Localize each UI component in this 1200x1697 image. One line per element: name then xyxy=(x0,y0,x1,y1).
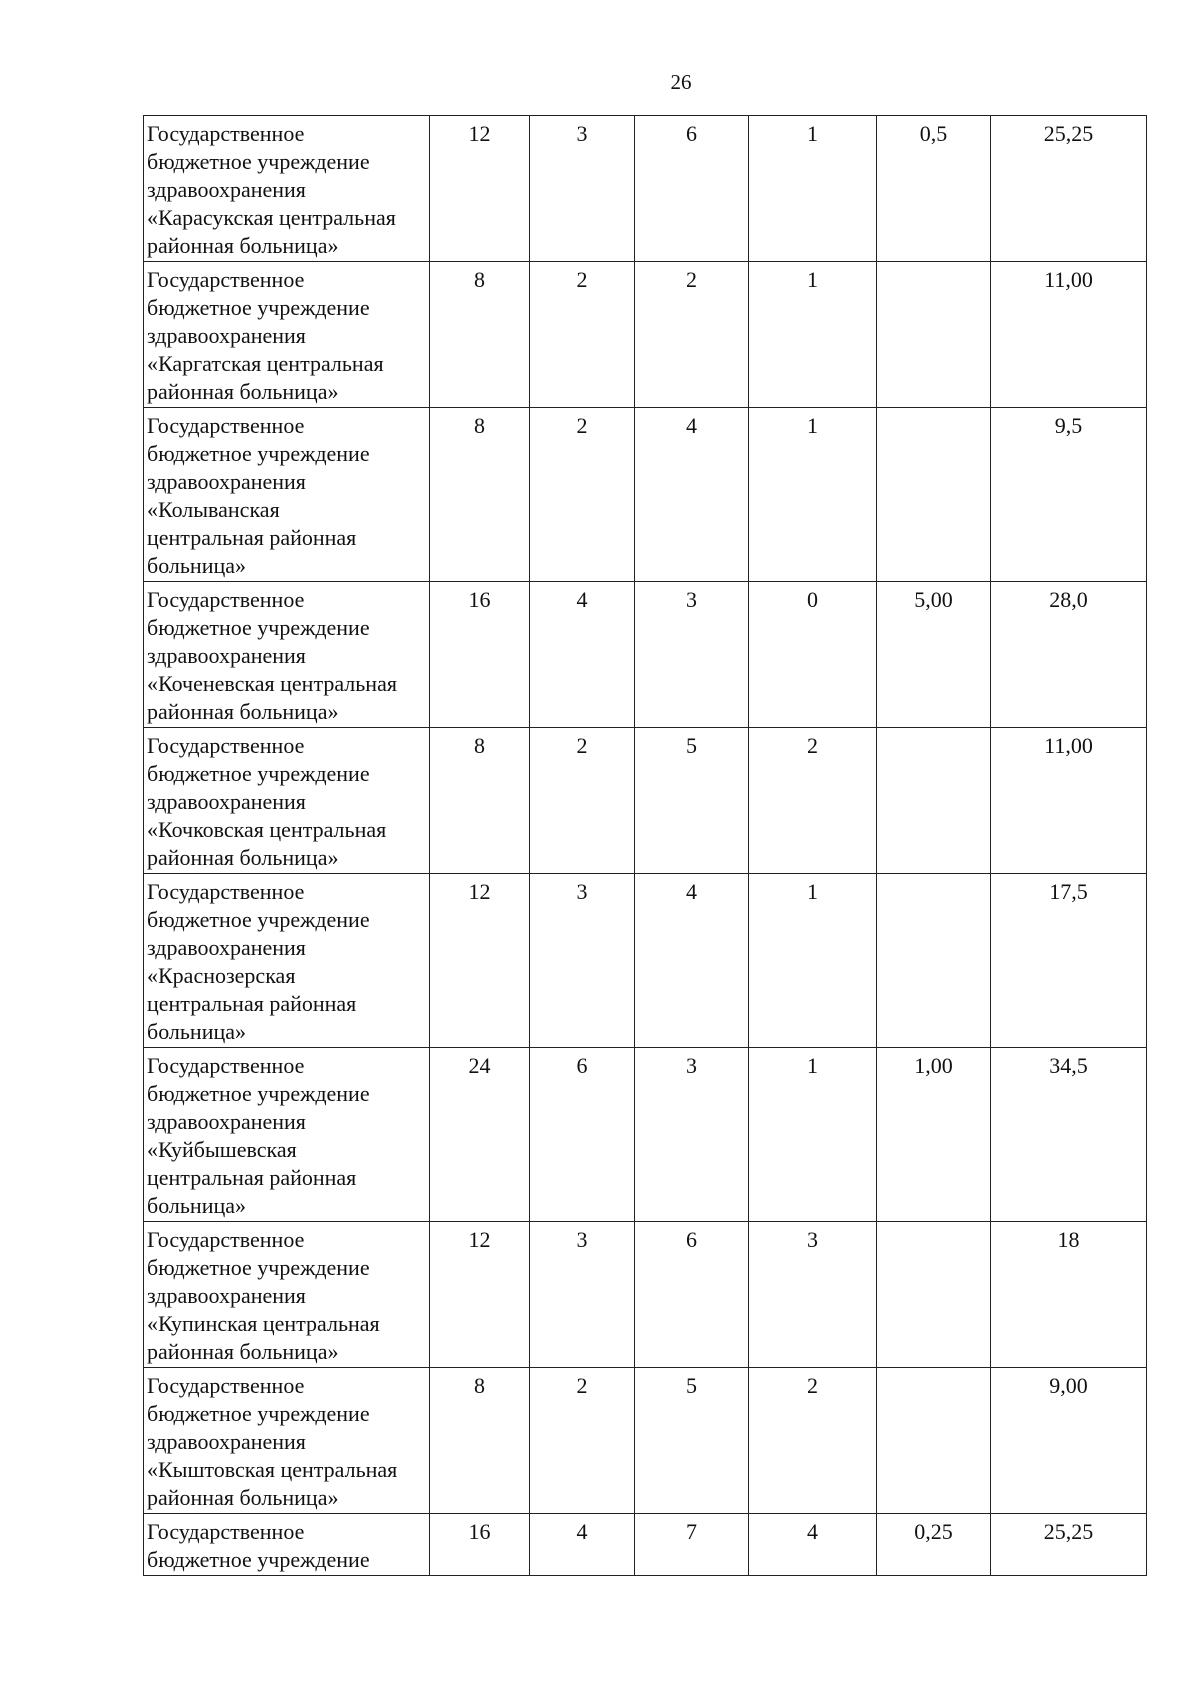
value-cell-1: 16 xyxy=(430,1514,530,1576)
value-cell-4: 2 xyxy=(749,728,877,874)
value-cell-2: 2 xyxy=(530,408,635,582)
value-cell-4: 1 xyxy=(749,408,877,582)
table-row xyxy=(144,728,1147,874)
value-cell-3: 3 xyxy=(635,1048,749,1222)
value-cell-2: 2 xyxy=(530,262,635,408)
table-row xyxy=(144,1222,1147,1368)
total-value-cell: 9,00 xyxy=(991,1368,1147,1514)
value-cell-4: 0 xyxy=(749,582,877,728)
value-cell-2: 3 xyxy=(530,1222,635,1368)
institution-name-cell: Государственное бюджетное учреждение xyxy=(144,1514,430,1576)
table-row xyxy=(144,408,1147,582)
institution-name-cell: Государственное бюджетное учреждение здравоохранения «Краснозерская центральная районная больница» xyxy=(144,874,430,1048)
value-cell-5 xyxy=(877,874,991,1048)
value-cell-4: 4 xyxy=(749,1514,877,1576)
value-cell-5: 0,25 xyxy=(877,1514,991,1576)
value-cell-5 xyxy=(877,728,991,874)
value-cell-1: 12 xyxy=(430,1222,530,1368)
value-cell-2: 4 xyxy=(530,582,635,728)
value-cell-3: 3 xyxy=(635,582,749,728)
value-cell-1: 12 xyxy=(430,874,530,1048)
value-cell-3: 5 xyxy=(635,1368,749,1514)
value-cell-3: 4 xyxy=(635,408,749,582)
value-cell-5: 1,00 xyxy=(877,1048,991,1222)
value-cell-2: 2 xyxy=(530,1368,635,1514)
institution-name-cell: Государственное бюджетное учреждение здравоохранения «Каргатская центральная районная больница» xyxy=(144,262,430,408)
value-cell-1: 12 xyxy=(430,116,530,262)
value-cell-2: 3 xyxy=(530,116,635,262)
value-cell-2: 3 xyxy=(530,874,635,1048)
value-cell-4: 1 xyxy=(749,874,877,1048)
value-cell-5 xyxy=(877,408,991,582)
value-cell-4: 1 xyxy=(749,1048,877,1222)
value-cell-3: 5 xyxy=(635,728,749,874)
value-cell-4: 1 xyxy=(749,262,877,408)
value-cell-3: 2 xyxy=(635,262,749,408)
institution-name-cell: Государственное бюджетное учреждение здравоохранения «Кыштовская центральная районная больница» xyxy=(144,1368,430,1514)
value-cell-1: 8 xyxy=(430,728,530,874)
value-cell-4: 1 xyxy=(749,116,877,262)
table-row xyxy=(144,262,1147,408)
institution-name-cell: Государственное бюджетное учреждение здравоохранения «Колыванская центральная районная больница» xyxy=(144,408,430,582)
value-cell-1: 8 xyxy=(430,262,530,408)
total-value-cell: 28,0 xyxy=(991,582,1147,728)
table-row xyxy=(144,582,1147,728)
value-cell-2: 2 xyxy=(530,728,635,874)
value-cell-5 xyxy=(877,1368,991,1514)
total-value-cell: 34,5 xyxy=(991,1048,1147,1222)
value-cell-1: 16 xyxy=(430,582,530,728)
total-value-cell: 18 xyxy=(991,1222,1147,1368)
value-cell-5 xyxy=(877,1222,991,1368)
total-value-cell: 11,00 xyxy=(991,728,1147,874)
data-table xyxy=(143,115,1147,1576)
value-cell-5: 5,00 xyxy=(877,582,991,728)
value-cell-2: 6 xyxy=(530,1048,635,1222)
value-cell-3: 6 xyxy=(635,1222,749,1368)
value-cell-3: 7 xyxy=(635,1514,749,1576)
total-value-cell: 9,5 xyxy=(991,408,1147,582)
value-cell-3: 6 xyxy=(635,116,749,262)
value-cell-4: 3 xyxy=(749,1222,877,1368)
table-row xyxy=(144,1514,1147,1576)
table-row xyxy=(144,1048,1147,1222)
value-cell-4: 2 xyxy=(749,1368,877,1514)
value-cell-3: 4 xyxy=(635,874,749,1048)
table-row xyxy=(144,1368,1147,1514)
total-value-cell: 25,25 xyxy=(991,1514,1147,1576)
total-value-cell: 25,25 xyxy=(991,116,1147,262)
value-cell-1: 24 xyxy=(430,1048,530,1222)
institution-name-cell: Государственное бюджетное учреждение здравоохранения «Коченевская центральная районная больница» xyxy=(144,582,430,728)
institution-name-cell: Государственное бюджетное учреждение здравоохранения «Кочковская центральная районная больница» xyxy=(144,728,430,874)
value-cell-1: 8 xyxy=(430,1368,530,1514)
institution-name-cell: Государственное бюджетное учреждение здравоохранения «Карасукская центральная районная больница» xyxy=(144,116,430,262)
table-row xyxy=(144,116,1147,262)
value-cell-2: 4 xyxy=(530,1514,635,1576)
value-cell-5 xyxy=(877,262,991,408)
institution-name-cell: Государственное бюджетное учреждение здравоохранения «Куйбышевская центральная районная больница» xyxy=(144,1048,430,1222)
table-row xyxy=(144,874,1147,1048)
value-cell-5: 0,5 xyxy=(877,116,991,262)
institution-name-cell: Государственное бюджетное учреждение здравоохранения «Купинская центральная районная больница» xyxy=(144,1222,430,1368)
total-value-cell: 11,00 xyxy=(991,262,1147,408)
page-number: 26 xyxy=(670,70,692,94)
value-cell-1: 8 xyxy=(430,408,530,582)
total-value-cell: 17,5 xyxy=(991,874,1147,1048)
